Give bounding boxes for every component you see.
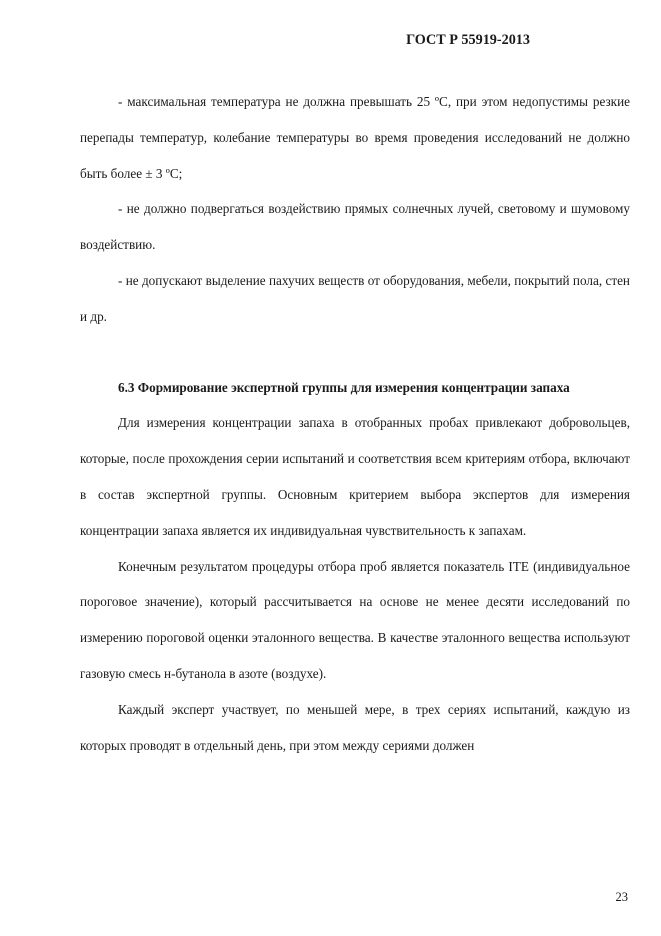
standard-number: ГОСТ Р 55919-2013	[406, 32, 530, 48]
page-number: 23	[615, 890, 628, 904]
section-gap	[80, 335, 630, 370]
requirement-light-noise: - не должно подвергаться воздействию прямых солнечных лучей, световому и шумовому воздействию.	[80, 201, 630, 253]
body-text	[80, 84, 630, 763]
paragraph-series: Каждый эксперт участвует, по меньшей мере, в трех сериях испытаний, каждую из которых проводят в отдельный день, при этом между сериями должен	[80, 701, 630, 753]
requirement-odor-sources: - не допускают выделение пахучих веществ от оборудования, мебели, покрытий пола, стен и др.	[80, 272, 630, 324]
paragraph-ite: Конечным результатом процедуры отбора проб является показатель ITE (индивидуальное пороговое значение), который рассчитывается на основе не менее десяти исследований по измерению пороговой оценки эталонного вещества. В качестве эталонного вещества используют газовую смесь н-бутанола в азоте (воздухе).	[80, 558, 630, 681]
requirement-temperature: - максимальная температура не должна превышать 25 ºС, при этом недопустимы резкие перепады температур, колебание температуры во время проведения исследований не должно быть более ± 3 ºС;	[80, 94, 630, 181]
paragraph-volunteers: Для измерения концентрации запаха в отобранных пробах привлекают добровольцев, которые, после прохождения серии испытаний и соответствия всем критериям отбора, включают в состав экспертной группы. Основным критерием выбора экспертов для измерения концентрации запаха является их индивидуальная чувствительность к запахам.	[80, 415, 630, 538]
section-heading: 6.3 Формирование экспертной группы для измерения концентрации запаха	[118, 379, 570, 395]
